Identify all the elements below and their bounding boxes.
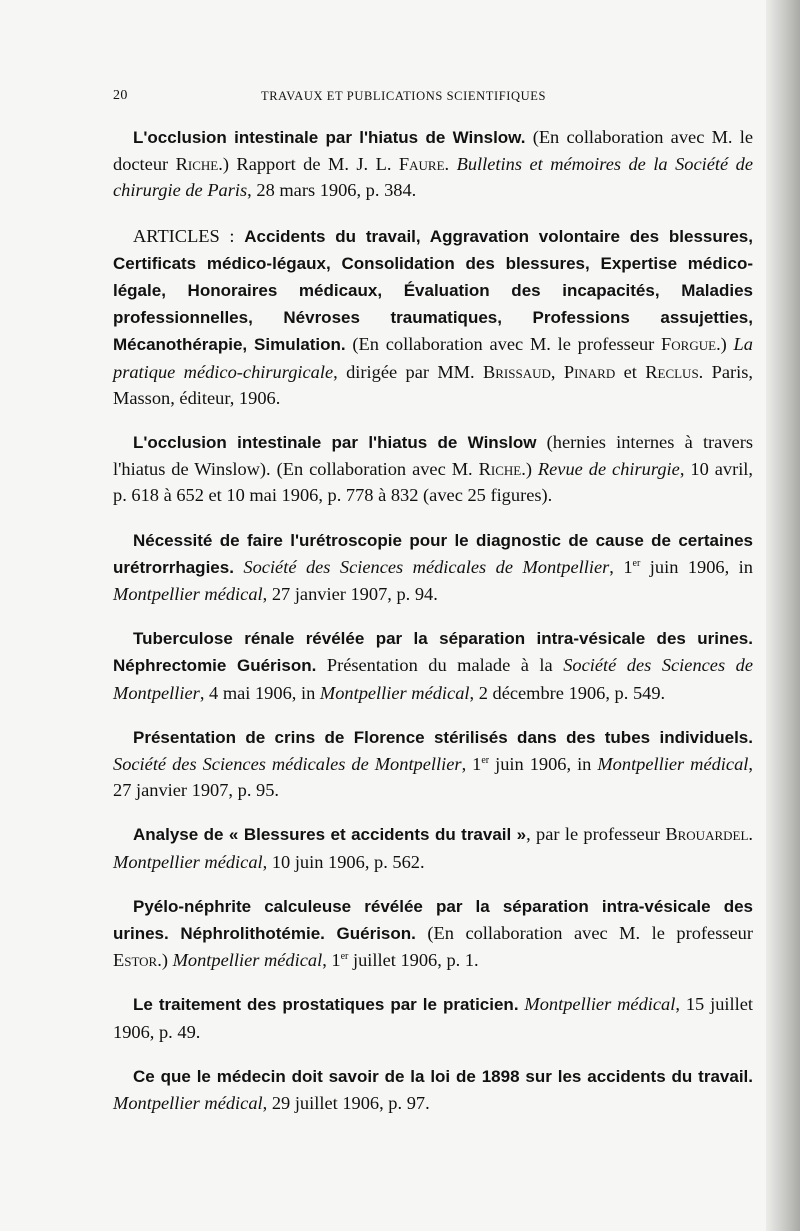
- superscript: er: [481, 754, 490, 766]
- author-name: Brissaud: [482, 361, 551, 382]
- author-name: Reclus: [645, 361, 699, 382]
- running-title: TRAVAUX ET PUBLICATIONS SCIENTIFIQUES: [261, 89, 547, 103]
- bibliography-entry: Pyélo-néphrite calculeuse révélée par la séparation intra-vésicale des urines. Néphrolithotémie. Guérison. (En collaboration avec M. le professeur Estor.) Montpellier médical, 1er juillet 1906, p. 1.: [113, 896, 754, 971]
- bibliography-entry: L'occlusion intestinale par l'hiatus de Winslow. (En collaboration avec M. le docteur Riche.) Rapport de M. J. L. Faure. Bulletins et mémoires de la Société de chirurgie de Paris, 28 mars 1906, p. 384.: [113, 127, 754, 201]
- entry-details: , 10 juin 1906, p. 562.: [262, 851, 425, 872]
- entry-details: , 27 janvier 1907, p. 94.: [262, 584, 438, 605]
- entry-title: L'occlusion intestinale par l'hiatus de Winslow: [133, 433, 537, 453]
- entry-details: , 2 décembre 1906, p. 549.: [469, 682, 666, 703]
- bibliography-entry: [113, 1063, 753, 1116]
- entry-title: Pyélo-néphrite calculeuse révélée par la séparation intra-vésicale des urines. Néphrolithotémie. Guérison.: [113, 896, 753, 944]
- superscript: er: [340, 951, 349, 963]
- entry-details: , 29 juillet 1906, p. 97.: [262, 1093, 430, 1114]
- entry-title: Analyse de « Blessures et accidents du travail »: [133, 825, 527, 845]
- bibliography-entry: Analyse de « Blessures et accidents du travail », par le professeur Brouardel. Montpellier médical, 10 juin 1906, p. 562.: [113, 824, 754, 872]
- author-name: Forgue: [661, 334, 717, 355]
- journal-title: La pratique médico-chirurgicale: [113, 334, 753, 382]
- page-header: [113, 86, 753, 110]
- journal-title: Montpellier médical: [524, 994, 676, 1015]
- journal-title: Revue de chirurgie: [537, 459, 680, 480]
- author-name: Riche: [175, 154, 219, 175]
- entry-title: Ce que le médecin doit savoir de la loi de 1898 sur les accidents du travail.: [133, 1066, 753, 1086]
- entry-title: Le traitement des prostatiques par le praticien.: [133, 995, 519, 1015]
- entry-details: , 15 juillet 1906, p. 49.: [113, 994, 753, 1042]
- journal-title: Montpellier médical: [113, 584, 263, 605]
- entry-details: . Paris, Masson, éditeur, 1906.: [113, 361, 753, 408]
- journal-title: Bulletins et mémoires de la Société de chirurgie de Paris: [113, 154, 754, 201]
- entry-prefix: ARTICLES :: [133, 225, 245, 246]
- journal-title: Montpellier médical: [113, 851, 263, 872]
- author-name: Brouardel: [665, 824, 749, 845]
- document-page: [113, 86, 753, 1116]
- entry-title: Tuberculose rénale révélée par la séparation intra-vésicale des urines. Néphrectomie Guérison.: [113, 629, 753, 676]
- entry-details: , 10 avril, p. 618 à 652 et 10 mai 1906, p. 778 à 832 (avec 25 figures).: [113, 459, 754, 506]
- author-name: Pinard: [563, 361, 616, 382]
- bibliography-entry: L'occlusion intestinale par l'hiatus de Winslow (hernies internes à travers l'hiatus de Winslow). (En collaboration avec M. Riche.) Revue de chirurgie, 10 avril, p. 618 à 652 et 10 mai 1906, p. 778 à 832 (avec 25 figures).: [113, 432, 754, 506]
- bibliography-entry: Nécessité de faire l'urétroscopie pour le diagnostic de cause de certaines urétrorrhagies. Société des Sciences médicales de Montpellier, 1er juin 1906, in Montpellier médical, 27 janvier 1907, p. 94.: [113, 530, 753, 605]
- bibliography-entry: Présentation de crins de Florence stérilisés dans des tubes individuels. Société des Sciences médicales de Montpellier, 1er juin 1906, in Montpellier médical, 27 janvier 1907, p. 95.: [113, 727, 753, 801]
- entry-title: L'occlusion intestinale par l'hiatus de Winslow.: [133, 128, 526, 147]
- entry-details: , 27 janvier 1907, p. 95.: [113, 754, 753, 801]
- author-name: Estor: [113, 950, 158, 971]
- bibliography-entry: Tuberculose rénale révélée par la séparation intra-vésicale des urines. Néphrectomie Guérison. Présentation du malade à la Société des Sciences de Montpellier, 4 mai 1906, in Montpellier médical, 2 décembre 1906, p. 549.: [113, 629, 753, 703]
- page-edge-shadow: [766, 0, 800, 1231]
- journal-title: Montpellier médical: [597, 754, 749, 775]
- entry-title: Accidents du travail, Aggravation volontaire des blessures, Certificats médico-légaux, Consolidation des blessures, Expertise médico-légale, Honoraires médicaux, Évaluation des incapacités, Maladies professionnelles, Névroses traumatiques, Professions assujetties, Mécanothérapie, Simulation.: [113, 226, 753, 355]
- author-name: Faure: [398, 154, 445, 175]
- entry-details: juillet 1906, p. 1.: [348, 950, 479, 971]
- journal-title: Montpellier médical: [172, 950, 323, 971]
- journal-title: Société des Sciences médicales de Montpellier: [113, 754, 462, 775]
- author-name: Riche: [478, 459, 522, 480]
- journal-title: Montpellier médical: [113, 1093, 263, 1114]
- entry-title: Nécessité de faire l'urétroscopie pour le diagnostic de cause de certaines urétrorrhagies.: [113, 530, 753, 577]
- page-number: 20: [113, 88, 128, 103]
- journal-title: Montpellier médical: [319, 682, 470, 703]
- superscript: er: [632, 557, 641, 569]
- journal-title: Société des Sciences de Montpellier: [113, 655, 753, 703]
- bibliography-entry: ARTICLES : Accidents du travail, Aggravation volontaire des blessures, Certificats médico-légaux, Consolidation des blessures, Expertise médico-légale, Honoraires médicaux, Évaluation des incapacités, Maladies professionnelles, Névroses traumatiques, Professions assujetties, Mécanothérapie, Simulation. (En collaboration avec M. le professeur Forgue.) La pratique médico-chirurgicale, dirigée par MM. Brissaud, Pinard et Reclus. Paris, Masson, éditeur, 1906.: [113, 225, 753, 408]
- entry-title: Présentation de crins de Florence stérilisés dans des tubes individuels.: [133, 727, 753, 747]
- entry-details: , 28 mars 1906, p. 384.: [247, 180, 417, 201]
- bibliography-entry: [113, 991, 753, 1044]
- journal-title: Société des Sciences médicales de Montpellier: [243, 556, 610, 577]
